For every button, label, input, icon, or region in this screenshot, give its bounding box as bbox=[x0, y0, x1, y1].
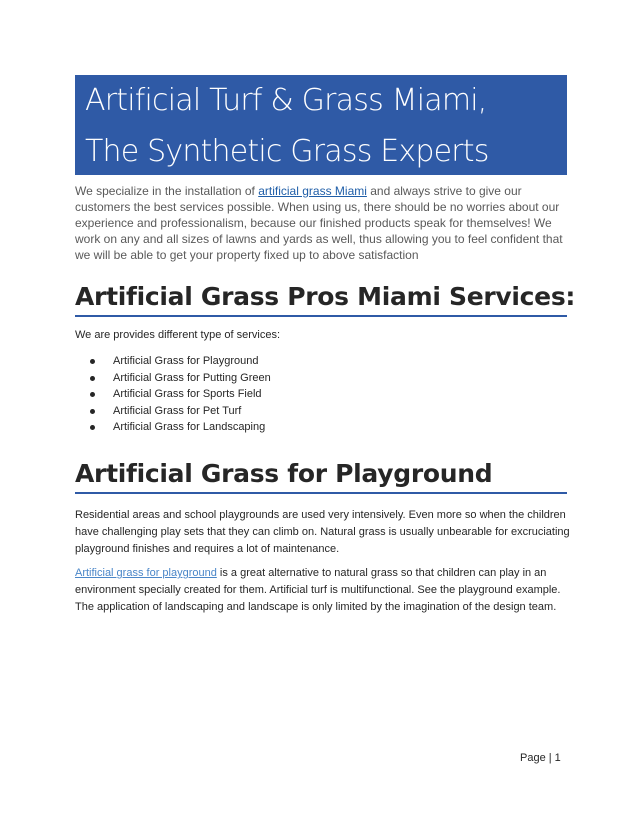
title-line-2: The Synthetic Grass Experts bbox=[85, 134, 489, 169]
artificial-grass-playground-link[interactable]: Artificial grass for playground bbox=[75, 567, 217, 579]
services-list bbox=[90, 353, 271, 436]
page-label: Page bbox=[520, 752, 546, 764]
list-item bbox=[90, 386, 271, 403]
list-item bbox=[90, 403, 271, 420]
playground-paragraph-2-text: is a great alternative to natural grass so that children can play in an environment specially created for them. Artificial turf is multifunctional. See the playground example. The application of landscaping and landscape is only limited by the imagination of the design team. bbox=[75, 567, 561, 613]
intro-paragraph bbox=[75, 183, 570, 263]
list-item bbox=[90, 419, 271, 436]
title-banner bbox=[75, 75, 567, 175]
list-item bbox=[90, 353, 271, 370]
services-heading: Artificial Grass Pros Miami Services: bbox=[75, 282, 576, 311]
bullet-icon bbox=[90, 425, 95, 430]
service-item-playground: Artificial Grass for Playground bbox=[113, 355, 259, 367]
page-separator: | bbox=[548, 752, 552, 764]
service-item-putting-green: Artificial Grass for Putting Green bbox=[113, 371, 271, 384]
playground-paragraph-1: Residential areas and school playgrounds are used very intensively. Even more so when the children have challenging play sets that they can climb on. Natural grass is usually unbearable for excruciating playground finishes and requires a lot of maintenance. bbox=[75, 509, 570, 555]
title-line-1: Artificial Turf & Grass Miami, bbox=[85, 83, 487, 118]
page-number: 1 bbox=[554, 752, 561, 764]
artificial-grass-miami-link[interactable]: artificial grass Miami bbox=[258, 184, 367, 198]
list-item bbox=[90, 370, 271, 387]
service-item-landscaping: Artificial Grass for Landscaping bbox=[113, 421, 266, 433]
bullet-icon bbox=[90, 392, 95, 397]
playground-heading: Artificial Grass for Playground bbox=[75, 459, 493, 488]
intro-text-end: and always strive to give our customers the best services possible. When using us, there should be no worries about our experience and professionalism, because our finished products speak for themselves! We work on any and all sizes of lawns and yards as well, thus allowing you to feel confident that we will be able to get your property fixed up to above satisfaction bbox=[75, 184, 563, 262]
service-item-pet-turf: Artificial Grass for Pet Turf bbox=[113, 404, 242, 417]
bullet-icon bbox=[90, 376, 95, 381]
intro-text-start: We specialize in the installation of bbox=[75, 184, 259, 198]
playground-heading-rule bbox=[75, 492, 567, 494]
bullet-icon bbox=[90, 409, 95, 414]
page-footer bbox=[520, 752, 567, 764]
services-lead: We are provides different type of services: bbox=[75, 329, 281, 341]
services-heading-rule bbox=[75, 315, 567, 317]
playground-paragraph-2 bbox=[75, 565, 570, 616]
bullet-icon bbox=[90, 359, 95, 364]
service-item-sports-field: Artificial Grass for Sports Field bbox=[113, 388, 262, 400]
